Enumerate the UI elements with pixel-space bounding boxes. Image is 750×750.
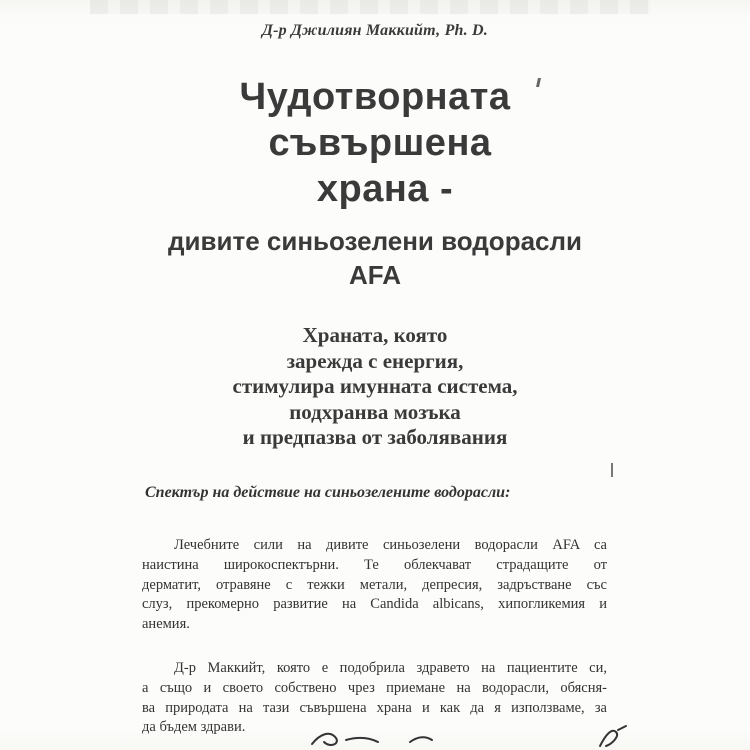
title-line: Чудотворната — [239, 76, 511, 118]
title-line: храна - — [316, 168, 454, 210]
paragraph-line: а също и своето собствено чрез приемане на водорасли, обясня- — [142, 679, 607, 696]
handwritten-signature — [300, 724, 640, 750]
paragraph-spectrum — [142, 536, 607, 635]
paragraph-line: ва природата на тази съвършена храна и как да я използваме, за — [142, 699, 607, 716]
paragraph-line: Лечебните сили на дивите синьозелени водорасли AFA са — [174, 537, 607, 553]
tagline-line: подхранва мозъка — [289, 399, 461, 424]
stray-mark — [611, 463, 613, 477]
paragraph-line: дерматит, отравяне с тежки метали, депресия, задръстване със — [142, 576, 607, 593]
section-heading: Спектър на действие на синьозелените водорасли: — [145, 484, 511, 501]
author-name: Д-р Джилиян Маккийт, Ph. D. — [261, 22, 489, 39]
paragraph-line: Д-р Маккийт, която е подобрила здравето на пациентите си, — [174, 660, 607, 676]
paragraph-line: да бъдем здрави. — [142, 719, 246, 736]
tagline — [0, 323, 750, 451]
subtitle-line: дивите синьозелени водорасли — [168, 226, 582, 256]
scan-bleed-through — [90, 0, 650, 14]
paragraph-line: анемия. — [142, 616, 190, 633]
tagline-line: зарежда с енергия, — [286, 348, 464, 373]
book-title — [0, 74, 750, 212]
tagline-line: Храната, която — [302, 323, 448, 347]
tagline-line: стимулира имунната система, — [232, 374, 518, 398]
paragraph-line: слуз, прекомерно развитие на Candida albicans, хипогликемия и — [142, 596, 607, 613]
title-line: съвършена — [268, 122, 492, 164]
tagline-line: и предпазва от заболявания — [242, 425, 508, 449]
paragraph-line: наистина широкоспектърни. Те облекчават страдащите от — [142, 556, 607, 573]
book-subtitle — [0, 224, 750, 292]
subtitle-line: AFA — [349, 260, 401, 290]
